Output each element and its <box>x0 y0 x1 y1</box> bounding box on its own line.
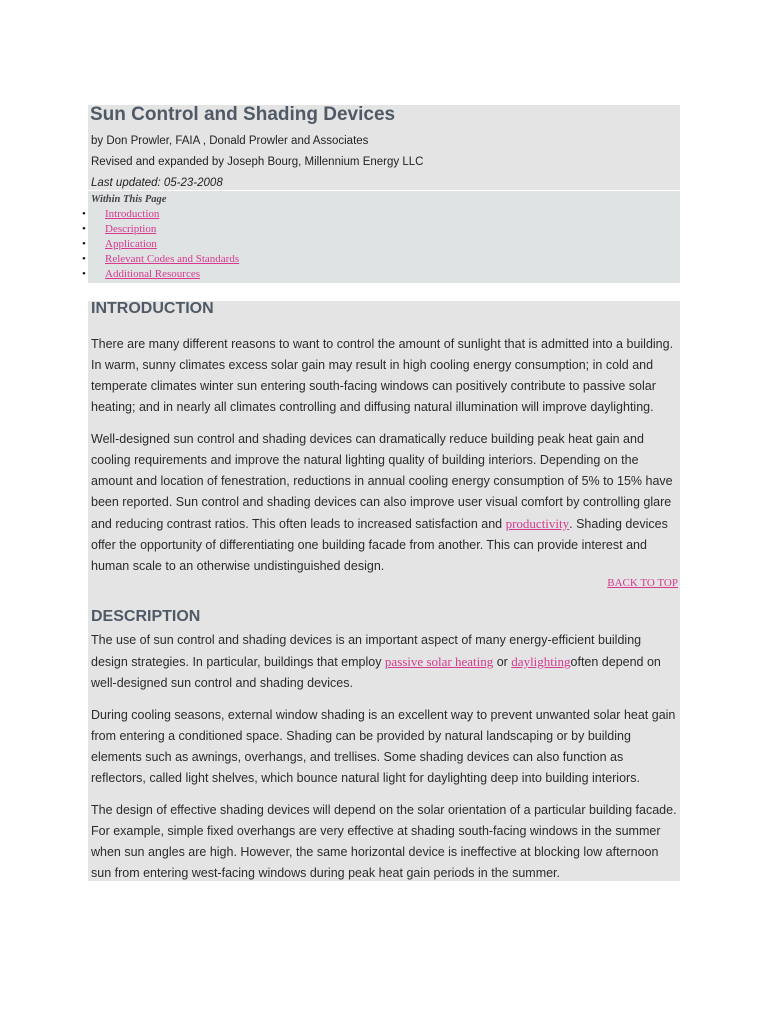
toc-link-additional-resources[interactable]: Additional Resources <box>105 268 201 280</box>
page-title: Sun Control and Shading Devices <box>90 104 396 125</box>
revised-line: Revised and expanded by Joseph Bourg, Millennium Energy LLC <box>91 156 424 168</box>
intro-p2-text-end: . Shading devices offer the opportunity of differentiating one building facade from another. This can provide interest and human scale to an otherwise undistinguished design. <box>91 517 668 573</box>
bullet-icon: • <box>82 223 86 235</box>
daylighting-link[interactable]: daylighting <box>511 654 571 669</box>
bullet-icon: • <box>82 208 86 220</box>
description-paragraph-2: During cooling seasons, external window shading is an excellent way to prevent unwanted solar heat gain from entering a conditioned space. Shading can be provided by natural landscaping or by building elements such as awnings, overhangs, and trellises. Some shading devices can also function as reflectors, called light shelves, which bounce natural light for daylighting deep into building interiors. <box>91 708 676 785</box>
description-heading: DESCRIPTION <box>91 608 201 625</box>
intro-p2-text: Well-designed sun control and shading devices can dramatically reduce building peak heat gain and cooling requirements and improve the natural lighting quality of building interiors. Depending on the amount and location of fenestration, reductions in annual cooling energy consumption of 5% to 15% have been reported. Sun control and shading devices can also improve user visual comfort by controlling glare and reducing contrast ratios. This often leads to increased satisfaction and <box>91 432 673 531</box>
toc-link-application[interactable]: Application <box>105 238 157 250</box>
description-paragraph-1 <box>91 630 680 694</box>
introduction-heading: INTRODUCTION <box>91 300 214 317</box>
desc-p1-mid: or <box>493 655 512 669</box>
productivity-link[interactable]: productivity <box>505 516 570 531</box>
bullet-icon: • <box>82 253 86 265</box>
bullet-icon: • <box>82 268 86 280</box>
back-to-top-link[interactable]: BACK TO TOP <box>607 577 678 589</box>
intro-paragraph-2 <box>91 429 680 577</box>
last-updated-line: Last updated: 05-23-2008 <box>91 177 223 189</box>
toc-link-codes-standards[interactable]: Relevant Codes and Standards <box>105 253 240 265</box>
desc-p1-text-end: often depend on well-designed sun control and shading devices. <box>91 655 661 690</box>
description-paragraph-3: The design of effective shading devices will depend on the solar orientation of a particular building facade. For example, simple fixed overhangs are very effective at shading south-facing windows in the summer when sun angles are high. However, the same horizontal device is ineffective at blocking low afternoon sun from entering west-facing windows during peak heat gain periods in the summer. <box>91 803 677 880</box>
intro-paragraph-1: There are many different reasons to want to control the amount of sunlight that is admitted into a building. In warm, sunny climates excess solar gain may result in high cooling energy consumption; in cold and temperate climates winter sun entering south-facing windows can positively contribute to passive solar heating; and in nearly all climates controlling and diffusing natural illumination will improve daylighting. <box>91 337 674 414</box>
passive-solar-heating-link[interactable]: passive solar heating <box>384 654 494 669</box>
author-line: by Don Prowler, FAIA , Donald Prowler and Associates <box>91 135 369 147</box>
toc-heading: Within This Page <box>91 194 167 205</box>
desc-p1-text: The use of sun control and shading devices is an important aspect of many energy-efficient building design strategies. In particular, buildings that employ <box>91 633 642 669</box>
toc-link-description[interactable]: Description <box>105 223 157 235</box>
bullet-icon: • <box>82 238 86 250</box>
toc-link-introduction[interactable]: Introduction <box>105 208 160 220</box>
